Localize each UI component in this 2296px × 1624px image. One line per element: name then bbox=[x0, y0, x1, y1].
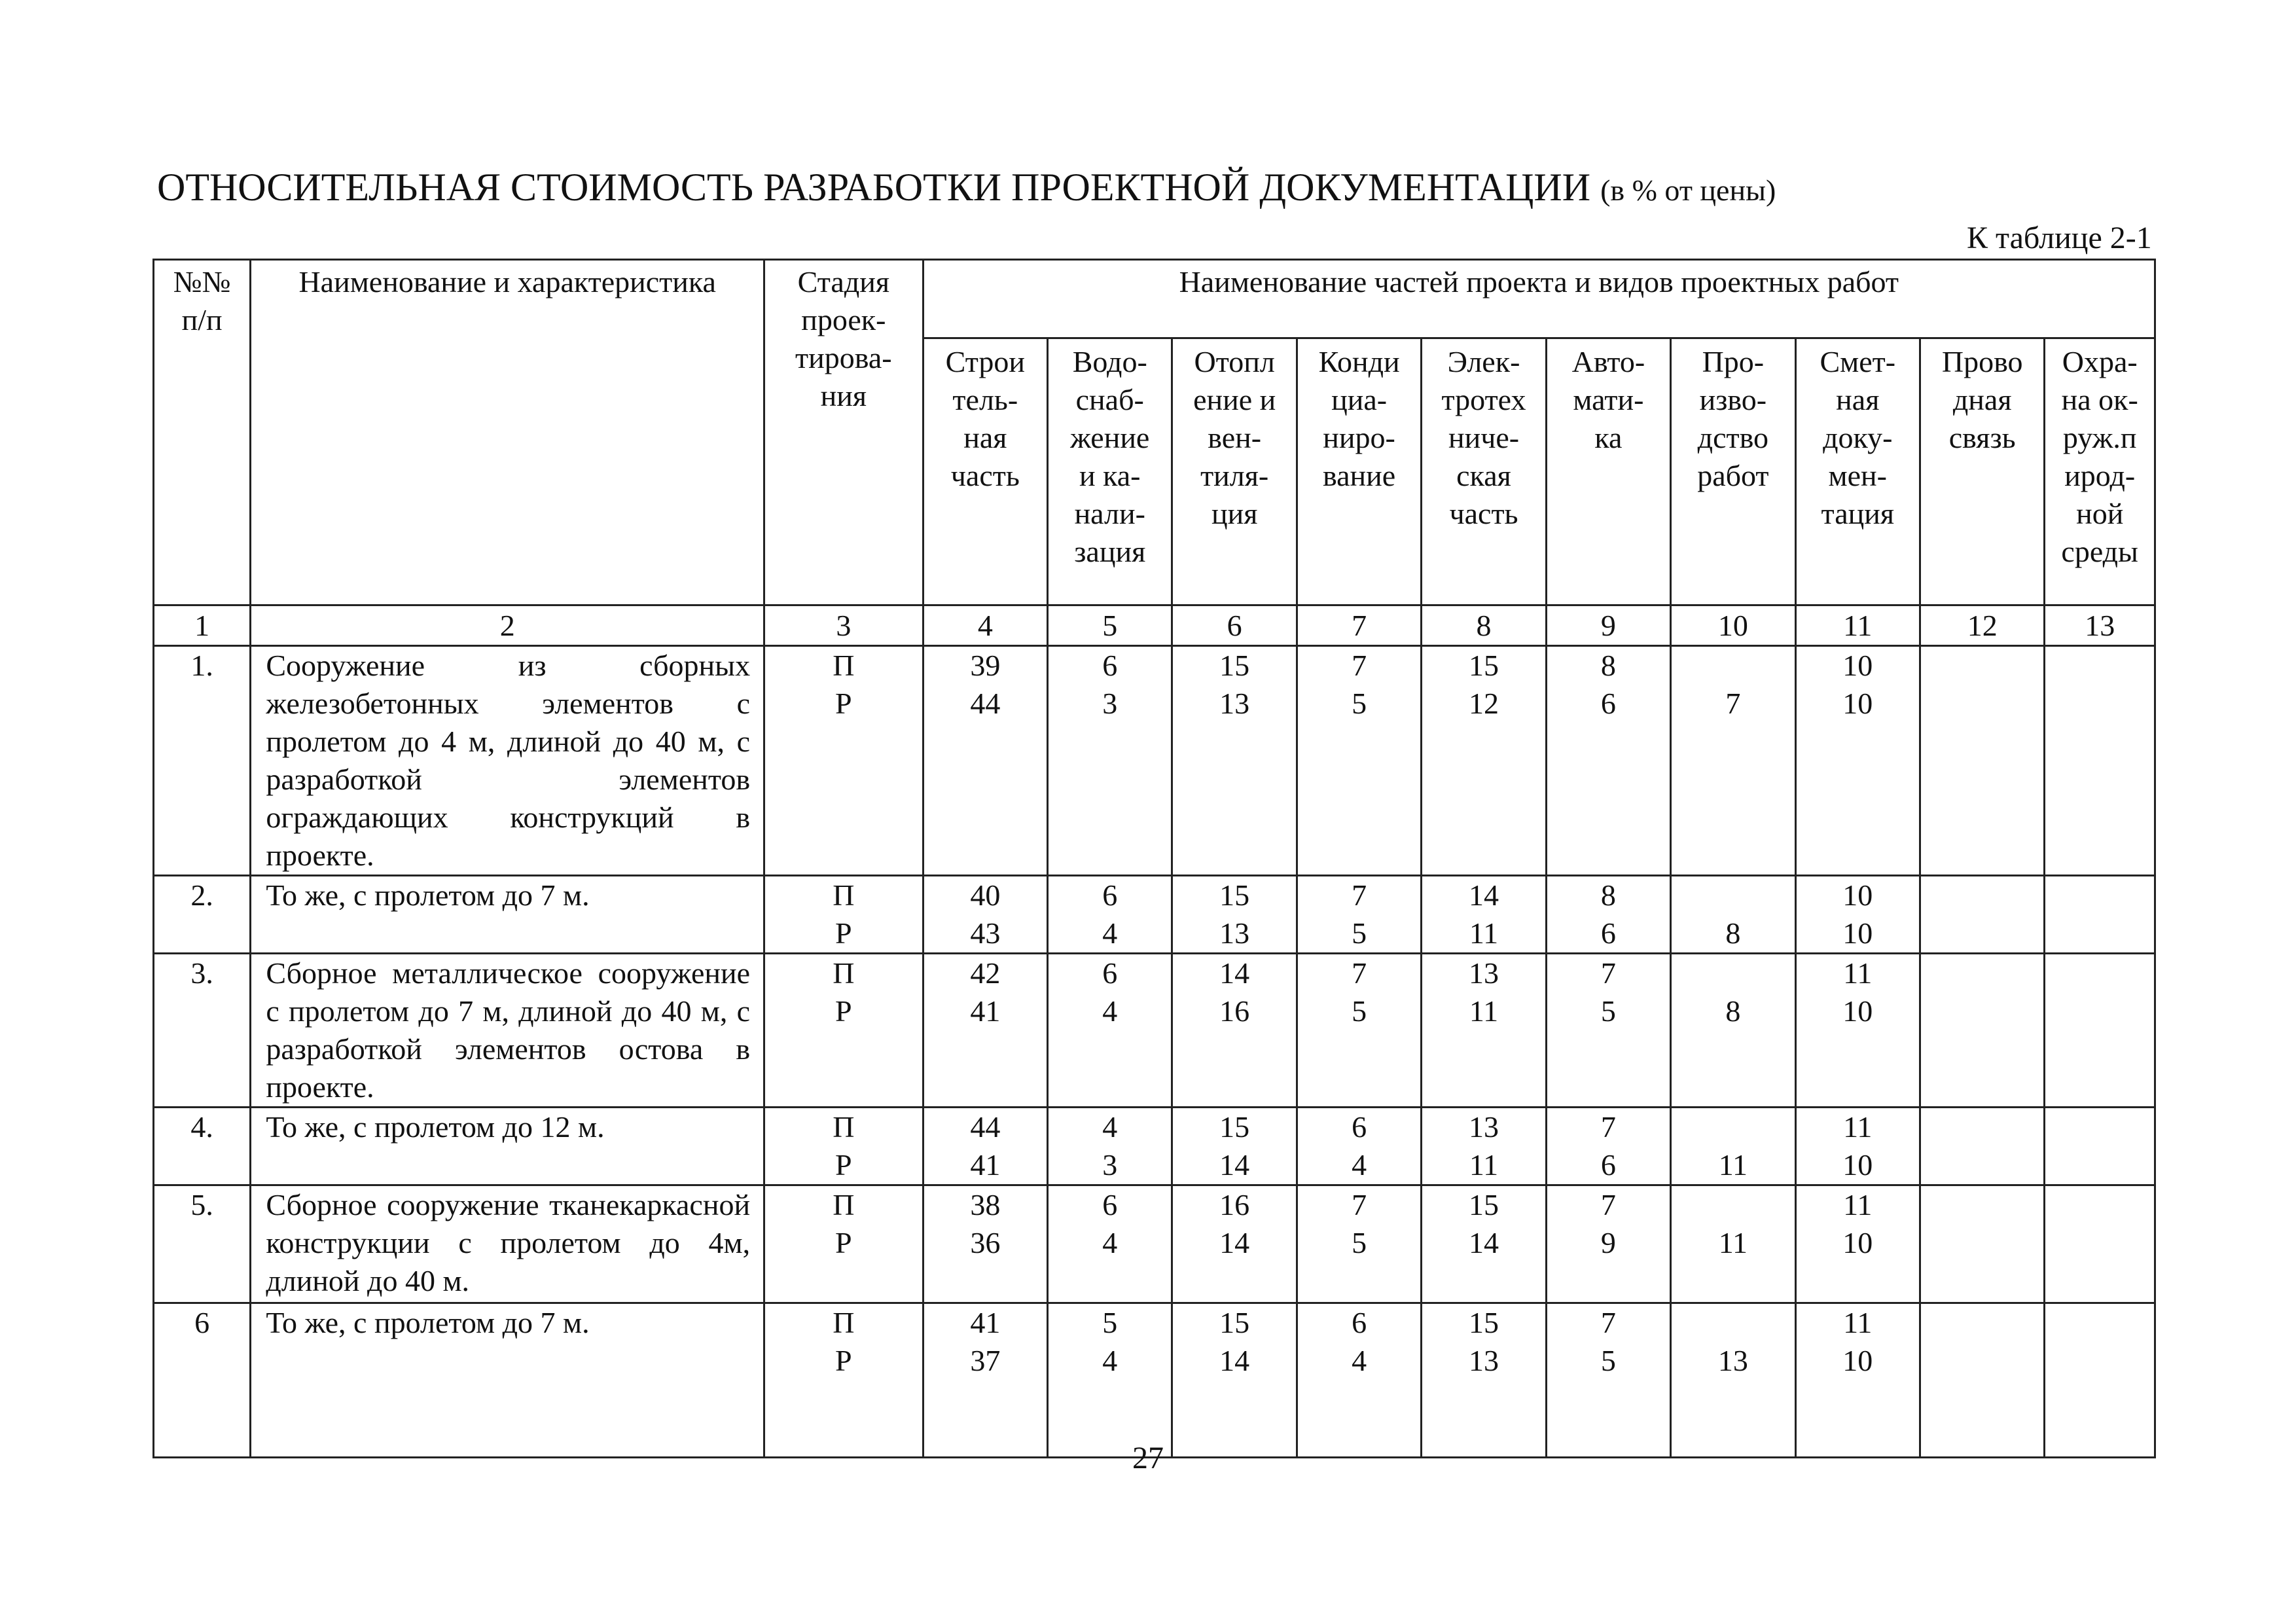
value bbox=[1921, 1146, 2043, 1184]
value-cell bbox=[1297, 1303, 1421, 1458]
value: 14 bbox=[1219, 1344, 1250, 1377]
row-number: 1. bbox=[154, 646, 251, 876]
value: 4 bbox=[1102, 916, 1118, 950]
value: 9 bbox=[1600, 1226, 1616, 1259]
row-number: 4. bbox=[154, 1108, 251, 1185]
stage-code: Р bbox=[835, 687, 852, 720]
header-part-1: Строи тель- ная часть bbox=[923, 338, 1047, 605]
value-cell bbox=[923, 1185, 1047, 1303]
value-cell bbox=[2045, 954, 2155, 1108]
value: 5 bbox=[1352, 916, 1367, 950]
value-cell bbox=[1297, 1185, 1421, 1303]
document-title bbox=[157, 165, 1776, 210]
value: 4 bbox=[1352, 1344, 1367, 1377]
value-cell bbox=[1546, 876, 1670, 954]
value-cell bbox=[2045, 1185, 2155, 1303]
value bbox=[1921, 1342, 2043, 1380]
value: 39 bbox=[970, 649, 1001, 682]
table-row bbox=[154, 1303, 2155, 1458]
value: 11 bbox=[1718, 1148, 1748, 1182]
value-cell bbox=[1297, 954, 1421, 1108]
value-cell bbox=[1795, 646, 1920, 876]
header-stage: Стадия проек- тирова- ния bbox=[764, 260, 924, 605]
value-cell bbox=[1920, 1303, 2044, 1458]
value-cell bbox=[1546, 646, 1670, 876]
value bbox=[2045, 1224, 2154, 1262]
value bbox=[2045, 1342, 2154, 1380]
value: 7 bbox=[1600, 1188, 1616, 1221]
column-number: 12 bbox=[1920, 605, 2044, 646]
value-cell bbox=[1795, 1303, 1920, 1458]
value-cell bbox=[1795, 954, 1920, 1108]
stage-code: П bbox=[833, 1188, 855, 1221]
value-cell bbox=[923, 1303, 1047, 1458]
value: 11 bbox=[1843, 1188, 1873, 1221]
value: 11 bbox=[1718, 1226, 1748, 1259]
value bbox=[2045, 1108, 2154, 1146]
value bbox=[1921, 1304, 2043, 1342]
value-cell bbox=[1920, 876, 2044, 954]
value-cell bbox=[2045, 1303, 2155, 1458]
value: 8 bbox=[1725, 916, 1741, 950]
value: 38 bbox=[970, 1188, 1001, 1221]
stage-code: Р bbox=[835, 1148, 852, 1182]
value-cell bbox=[1671, 646, 1795, 876]
header-part-7: Про- изво- дство работ bbox=[1671, 338, 1795, 605]
value: 5 bbox=[1102, 1306, 1118, 1339]
value bbox=[1921, 647, 2043, 685]
value: 7 bbox=[1600, 1110, 1616, 1144]
value-cell bbox=[1422, 1185, 1546, 1303]
header-part-5: Элек- тротех ниче- ская часть bbox=[1422, 338, 1546, 605]
value: 15 bbox=[1469, 649, 1499, 682]
value bbox=[2045, 1146, 2154, 1184]
column-number: 11 bbox=[1795, 605, 1920, 646]
value: 41 bbox=[970, 1148, 1001, 1182]
value: 5 bbox=[1352, 994, 1367, 1028]
header-part-10: Охра- на ок- руж.п ирод- ной среды bbox=[2045, 338, 2155, 605]
value: 4 bbox=[1352, 1148, 1367, 1182]
table-row bbox=[154, 954, 2155, 1108]
stage-code: П bbox=[833, 956, 855, 990]
column-number: 13 bbox=[2045, 605, 2155, 646]
value-cell bbox=[2045, 646, 2155, 876]
value: 14 bbox=[1219, 956, 1250, 990]
value bbox=[2045, 685, 2154, 723]
value-cell bbox=[1795, 876, 1920, 954]
value-cell bbox=[1172, 1108, 1297, 1185]
value: 13 bbox=[1469, 1110, 1499, 1144]
table-row bbox=[154, 1108, 2155, 1185]
value: 10 bbox=[1842, 1344, 1873, 1377]
value-cell bbox=[1546, 1185, 1670, 1303]
value: 41 bbox=[970, 994, 1001, 1028]
value: 8 bbox=[1600, 878, 1616, 912]
value: 5 bbox=[1352, 1226, 1367, 1259]
value: 12 bbox=[1469, 687, 1499, 720]
value: 37 bbox=[970, 1344, 1001, 1377]
row-stages bbox=[764, 1108, 924, 1185]
row-stages bbox=[764, 1303, 924, 1458]
header-part-2: Водо- снаб- жение и ка- нали- зация bbox=[1048, 338, 1172, 605]
row-number: 5. bbox=[154, 1185, 251, 1303]
value-cell bbox=[1297, 876, 1421, 954]
title-main: ОТНОСИТЕЛЬНАЯ СТОИМОСТЬ РАЗРАБОТКИ ПРОЕКТНОЙ ДОКУМЕНТАЦИИ bbox=[157, 166, 1591, 209]
title-suffix: (в % от цены) bbox=[1600, 173, 1776, 207]
value: 16 bbox=[1219, 994, 1250, 1028]
row-stages bbox=[764, 954, 924, 1108]
value bbox=[1921, 1224, 2043, 1262]
value bbox=[2045, 954, 2154, 992]
value-cell bbox=[1048, 1303, 1172, 1458]
value: 10 bbox=[1842, 916, 1873, 950]
header-part-4: Конди циа- ниро- вание bbox=[1297, 338, 1421, 605]
value-cell bbox=[1048, 1108, 1172, 1185]
value: 15 bbox=[1469, 1188, 1499, 1221]
column-number: 1 bbox=[154, 605, 251, 646]
value: 7 bbox=[1352, 1188, 1367, 1221]
column-number: 10 bbox=[1671, 605, 1795, 646]
value: 10 bbox=[1842, 878, 1873, 912]
value: 40 bbox=[970, 878, 1001, 912]
value: 4 bbox=[1102, 1226, 1118, 1259]
value: 7 bbox=[1600, 956, 1616, 990]
value-cell bbox=[1422, 1303, 1546, 1458]
stage-code: Р bbox=[835, 916, 852, 950]
value-cell bbox=[1920, 1185, 2044, 1303]
value: 14 bbox=[1469, 1226, 1499, 1259]
value-cell bbox=[2045, 1108, 2155, 1185]
value-cell bbox=[1546, 954, 1670, 1108]
column-number: 4 bbox=[923, 605, 1047, 646]
value-cell bbox=[1920, 954, 2044, 1108]
header-part-6: Авто- мати- ка bbox=[1546, 338, 1670, 605]
value-cell bbox=[1048, 954, 1172, 1108]
value bbox=[1921, 1108, 2043, 1146]
value: 6 bbox=[1102, 878, 1118, 912]
row-number: 6 bbox=[154, 1303, 251, 1458]
value: 5 bbox=[1600, 1344, 1616, 1377]
value: 16 bbox=[1219, 1188, 1250, 1221]
value-cell bbox=[1671, 1303, 1795, 1458]
value: 3 bbox=[1102, 687, 1118, 720]
value bbox=[1672, 647, 1794, 685]
value: 13 bbox=[1469, 956, 1499, 990]
value bbox=[2045, 992, 2154, 1030]
stage-code: Р bbox=[835, 1344, 852, 1377]
row-stages bbox=[764, 646, 924, 876]
value: 15 bbox=[1219, 1306, 1250, 1339]
value-cell bbox=[1920, 1108, 2044, 1185]
value-cell bbox=[923, 876, 1047, 954]
value-cell bbox=[1920, 646, 2044, 876]
column-number: 3 bbox=[764, 605, 924, 646]
row-stages bbox=[764, 876, 924, 954]
value: 14 bbox=[1469, 878, 1499, 912]
value: 14 bbox=[1219, 1226, 1250, 1259]
cost-table bbox=[152, 259, 2156, 1458]
value: 6 bbox=[1600, 1148, 1616, 1182]
value: 11 bbox=[1469, 1148, 1499, 1182]
value-cell bbox=[1172, 646, 1297, 876]
value-cell bbox=[1048, 646, 1172, 876]
value: 15 bbox=[1219, 649, 1250, 682]
value-cell bbox=[1172, 954, 1297, 1108]
value: 6 bbox=[1600, 687, 1616, 720]
value: 36 bbox=[970, 1226, 1001, 1259]
header-parts-group: Наименование частей проекта и видов проектных работ bbox=[923, 260, 2155, 338]
value: 42 bbox=[970, 956, 1001, 990]
column-number: 2 bbox=[251, 605, 764, 646]
value bbox=[2045, 1186, 2154, 1224]
value-cell bbox=[2045, 876, 2155, 954]
value: 7 bbox=[1600, 1306, 1616, 1339]
value: 7 bbox=[1725, 687, 1741, 720]
row-number: 2. bbox=[154, 876, 251, 954]
row-name: То же, с пролетом до 7 м. bbox=[251, 876, 764, 954]
header-num: №№ п/п bbox=[154, 260, 251, 605]
row-number: 3. bbox=[154, 954, 251, 1108]
stage-code: П bbox=[833, 878, 855, 912]
table-row bbox=[154, 646, 2155, 876]
value: 8 bbox=[1600, 649, 1616, 682]
value bbox=[1672, 1186, 1794, 1224]
stage-code: П bbox=[833, 1306, 855, 1339]
value-cell bbox=[1671, 954, 1795, 1108]
table-row bbox=[154, 876, 2155, 954]
value: 5 bbox=[1352, 687, 1367, 720]
value bbox=[1921, 954, 2043, 992]
column-number: 6 bbox=[1172, 605, 1297, 646]
row-name: Сооружение из сборных железобетонных элементов с пролетом до 4 м, длиной до 40 м, с разработкой элементов ограждающих конструкций в проекте. bbox=[251, 646, 764, 876]
row-name: То же, с пролетом до 12 м. bbox=[251, 1108, 764, 1185]
value: 11 bbox=[1843, 1110, 1873, 1144]
value: 44 bbox=[970, 687, 1001, 720]
value-cell bbox=[1172, 1185, 1297, 1303]
page-number: 27 bbox=[1132, 1441, 1164, 1475]
value: 41 bbox=[970, 1306, 1001, 1339]
value-cell bbox=[1546, 1108, 1670, 1185]
value bbox=[1672, 1304, 1794, 1342]
row-name: Сборное металлическое сооружение с пролетом до 7 м, длиной до 40 м, с разработкой элементов остова в проекте. bbox=[251, 954, 764, 1108]
column-number: 9 bbox=[1546, 605, 1670, 646]
value-cell bbox=[1048, 876, 1172, 954]
value-cell bbox=[1172, 876, 1297, 954]
value bbox=[1921, 914, 2043, 952]
value-cell bbox=[1422, 954, 1546, 1108]
header-part-9: Прово дная связь bbox=[1920, 338, 2044, 605]
column-number: 7 bbox=[1297, 605, 1421, 646]
value: 4 bbox=[1102, 1344, 1118, 1377]
value: 4 bbox=[1102, 1110, 1118, 1144]
column-numbers-row bbox=[154, 605, 2155, 646]
value-cell bbox=[1048, 1185, 1172, 1303]
value: 13 bbox=[1717, 1344, 1748, 1377]
column-number: 5 bbox=[1048, 605, 1172, 646]
value: 11 bbox=[1843, 1306, 1873, 1339]
value: 4 bbox=[1102, 994, 1118, 1028]
value: 6 bbox=[1102, 649, 1118, 682]
value: 8 bbox=[1725, 994, 1741, 1028]
value: 10 bbox=[1842, 649, 1873, 682]
value-cell bbox=[1422, 1108, 1546, 1185]
value: 10 bbox=[1842, 994, 1873, 1028]
value-cell bbox=[923, 954, 1047, 1108]
value: 11 bbox=[1469, 994, 1499, 1028]
header-row-top bbox=[154, 260, 2155, 338]
stage-code: П bbox=[833, 649, 855, 682]
value bbox=[1921, 992, 2043, 1030]
value-cell bbox=[1297, 646, 1421, 876]
value: 6 bbox=[1600, 916, 1616, 950]
value: 11 bbox=[1843, 956, 1873, 990]
value bbox=[1672, 954, 1794, 992]
value-cell bbox=[923, 646, 1047, 876]
value-cell bbox=[1671, 876, 1795, 954]
value: 43 bbox=[970, 916, 1001, 950]
value: 10 bbox=[1842, 1148, 1873, 1182]
stage-code: П bbox=[833, 1110, 855, 1144]
table-row bbox=[154, 1185, 2155, 1303]
value-cell bbox=[1546, 1303, 1670, 1458]
value bbox=[1672, 1108, 1794, 1146]
value: 6 bbox=[1102, 1188, 1118, 1221]
value bbox=[1921, 876, 2043, 914]
header-name: Наименование и характеристика bbox=[251, 260, 764, 605]
value: 10 bbox=[1842, 1226, 1873, 1259]
value: 10 bbox=[1842, 687, 1873, 720]
value bbox=[2045, 647, 2154, 685]
header-part-3: Отопл ение и вен- тиля- ция bbox=[1172, 338, 1297, 605]
value: 5 bbox=[1600, 994, 1616, 1028]
row-name: Сборное сооружение тканекаркасной конструкции с пролетом до 4м, длиной до 40 м. bbox=[251, 1185, 764, 1303]
value: 11 bbox=[1469, 916, 1499, 950]
value: 13 bbox=[1469, 1344, 1499, 1377]
value: 3 bbox=[1102, 1148, 1118, 1182]
value-cell bbox=[923, 1108, 1047, 1185]
value bbox=[1921, 685, 2043, 723]
value: 13 bbox=[1219, 916, 1250, 950]
column-number: 8 bbox=[1422, 605, 1546, 646]
table-reference: К таблице 2-1 bbox=[1967, 221, 2152, 255]
value: 7 bbox=[1352, 956, 1367, 990]
value: 15 bbox=[1219, 878, 1250, 912]
stage-code: Р bbox=[835, 994, 852, 1028]
value: 44 bbox=[970, 1110, 1001, 1144]
value: 6 bbox=[1352, 1306, 1367, 1339]
row-stages bbox=[764, 1185, 924, 1303]
value-cell bbox=[1172, 1303, 1297, 1458]
value bbox=[2045, 1304, 2154, 1342]
value: 6 bbox=[1102, 956, 1118, 990]
row-name: То же, с пролетом до 7 м. bbox=[251, 1303, 764, 1458]
value bbox=[2045, 914, 2154, 952]
value: 7 bbox=[1352, 649, 1367, 682]
value-cell bbox=[1671, 1185, 1795, 1303]
value: 15 bbox=[1219, 1110, 1250, 1144]
value bbox=[1672, 876, 1794, 914]
value-cell bbox=[1795, 1108, 1920, 1185]
value-cell bbox=[1795, 1185, 1920, 1303]
value: 6 bbox=[1352, 1110, 1367, 1144]
value-cell bbox=[1297, 1108, 1421, 1185]
value bbox=[2045, 876, 2154, 914]
value-cell bbox=[1422, 646, 1546, 876]
value: 14 bbox=[1219, 1148, 1250, 1182]
value: 15 bbox=[1469, 1306, 1499, 1339]
value: 7 bbox=[1352, 878, 1367, 912]
value bbox=[1921, 1186, 2043, 1224]
value: 13 bbox=[1219, 687, 1250, 720]
value-cell bbox=[1422, 876, 1546, 954]
value-cell bbox=[1671, 1108, 1795, 1185]
stage-code: Р bbox=[835, 1226, 852, 1259]
header-part-8: Смет- ная доку- мен- тация bbox=[1795, 338, 1920, 605]
